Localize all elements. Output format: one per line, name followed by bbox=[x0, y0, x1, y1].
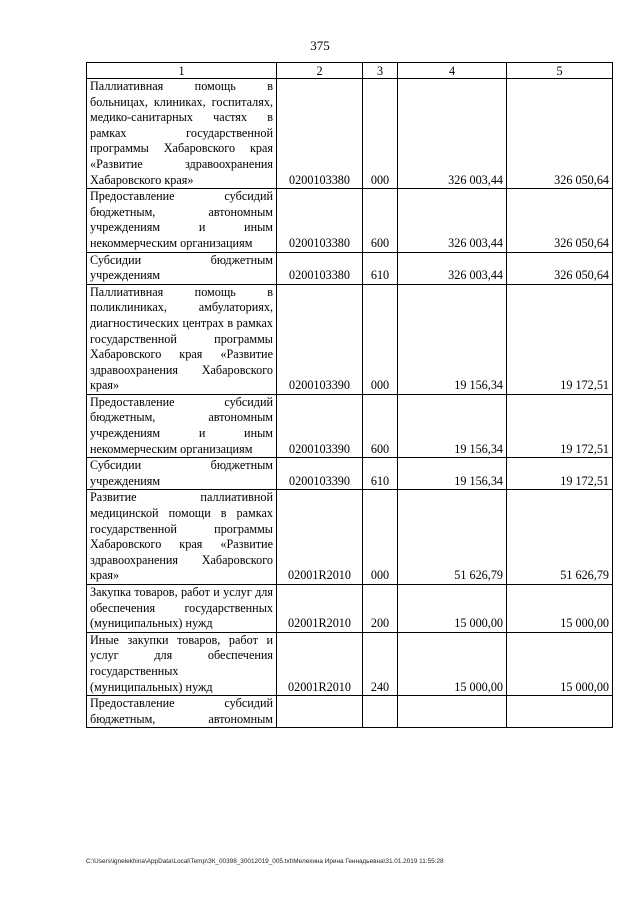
row-code: 02001R2010 bbox=[277, 632, 363, 695]
row-name: Иные закупки товаров, работ и услуг для обеспечения государственных (муниципальных) нужд bbox=[87, 632, 277, 695]
row-value-2020: 15 000,00 bbox=[507, 585, 613, 633]
row-type: 000 bbox=[363, 490, 398, 585]
table-row bbox=[87, 189, 613, 252]
column-header: 4 bbox=[398, 63, 507, 79]
row-code: 0200103390 bbox=[277, 284, 363, 394]
row-value-2019: 51 626,79 bbox=[398, 490, 507, 585]
table-row bbox=[87, 632, 613, 695]
row-value-2020: 326 050,64 bbox=[507, 189, 613, 252]
row-code: 0200103380 bbox=[277, 79, 363, 189]
row-code: 0200103380 bbox=[277, 189, 363, 252]
row-value-2019: 15 000,00 bbox=[398, 632, 507, 695]
row-code bbox=[277, 696, 363, 728]
row-name: Развитие паллиативной медицинской помощи в рамках государственной программы Хабаровского края «Развитие здравоохранения Хабаровского края» bbox=[87, 490, 277, 585]
row-type: 000 bbox=[363, 79, 398, 189]
row-type: 600 bbox=[363, 189, 398, 252]
column-header: 2 bbox=[277, 63, 363, 79]
row-value-2020 bbox=[507, 696, 613, 728]
column-header: 1 bbox=[87, 63, 277, 79]
row-type: 240 bbox=[363, 632, 398, 695]
row-value-2019: 326 003,44 bbox=[398, 189, 507, 252]
row-value-2020: 326 050,64 bbox=[507, 79, 613, 189]
row-value-2019: 15 000,00 bbox=[398, 585, 507, 633]
table-row bbox=[87, 696, 613, 728]
table-row bbox=[87, 585, 613, 633]
row-type bbox=[363, 696, 398, 728]
table-row bbox=[87, 79, 613, 189]
row-type: 200 bbox=[363, 585, 398, 633]
row-value-2019: 19 156,34 bbox=[398, 284, 507, 394]
row-value-2020: 51 626,79 bbox=[507, 490, 613, 585]
row-name: Предоставление субсидий бюджетным, автономным учреждениям и иным некоммерческим организациям bbox=[87, 189, 277, 252]
row-name: Предоставление субсидий бюджетным, автономным учреждениям и иным некоммерческим организациям bbox=[87, 394, 277, 457]
page-number: 375 bbox=[310, 38, 330, 53]
row-value-2019: 326 003,44 bbox=[398, 252, 507, 284]
row-value-2020: 15 000,00 bbox=[507, 632, 613, 695]
row-name: Паллиативная помощь в поликлиниках, амбулаториях, диагностических центрах в рамках государственной программы Хабаровского края «Развитие здравоохранения Хабаровского края» bbox=[87, 284, 277, 394]
row-value-2019 bbox=[398, 696, 507, 728]
document-footer: C:\Users\ignelekhina\AppData\Local\Temp\ЗК_00398_30012019_005.txt\Мелехина Ирина Геннадьевна\31.01.2019 11:55:28 bbox=[86, 858, 444, 865]
row-name: Закупка товаров, работ и услуг для обеспечения государственных (муниципальных) нужд bbox=[87, 585, 277, 633]
table-row bbox=[87, 394, 613, 457]
table-row bbox=[87, 458, 613, 490]
row-type: 610 bbox=[363, 458, 398, 490]
row-code: 02001R2010 bbox=[277, 585, 363, 633]
row-value-2019: 19 156,34 bbox=[398, 458, 507, 490]
budget-table bbox=[86, 62, 613, 728]
table-row bbox=[87, 252, 613, 284]
row-value-2020: 19 172,51 bbox=[507, 284, 613, 394]
column-header: 5 bbox=[507, 63, 613, 79]
column-header: 3 bbox=[363, 63, 398, 79]
table-row bbox=[87, 284, 613, 394]
row-name: Субсидии бюджетным учреждениям bbox=[87, 458, 277, 490]
row-name: Паллиативная помощь в больницах, клиниках, госпиталях, медико-санитарных частях в рамках государственной программы Хабаровского края «Развитие здравоохранения Хабаровского края» bbox=[87, 79, 277, 189]
row-name: Предоставление субсидий бюджетным, автономным bbox=[87, 696, 277, 728]
table-header-row bbox=[87, 63, 613, 79]
row-value-2020: 19 172,51 bbox=[507, 458, 613, 490]
row-type: 600 bbox=[363, 394, 398, 457]
row-value-2019: 19 156,34 bbox=[398, 394, 507, 457]
row-code: 02001R2010 bbox=[277, 490, 363, 585]
row-type: 610 bbox=[363, 252, 398, 284]
table-row bbox=[87, 490, 613, 585]
row-type: 000 bbox=[363, 284, 398, 394]
row-code: 0200103380 bbox=[277, 252, 363, 284]
row-code: 0200103390 bbox=[277, 458, 363, 490]
row-value-2019: 326 003,44 bbox=[398, 79, 507, 189]
row-code: 0200103390 bbox=[277, 394, 363, 457]
row-value-2020: 326 050,64 bbox=[507, 252, 613, 284]
row-value-2020: 19 172,51 bbox=[507, 394, 613, 457]
row-name: Субсидии бюджетным учреждениям bbox=[87, 252, 277, 284]
